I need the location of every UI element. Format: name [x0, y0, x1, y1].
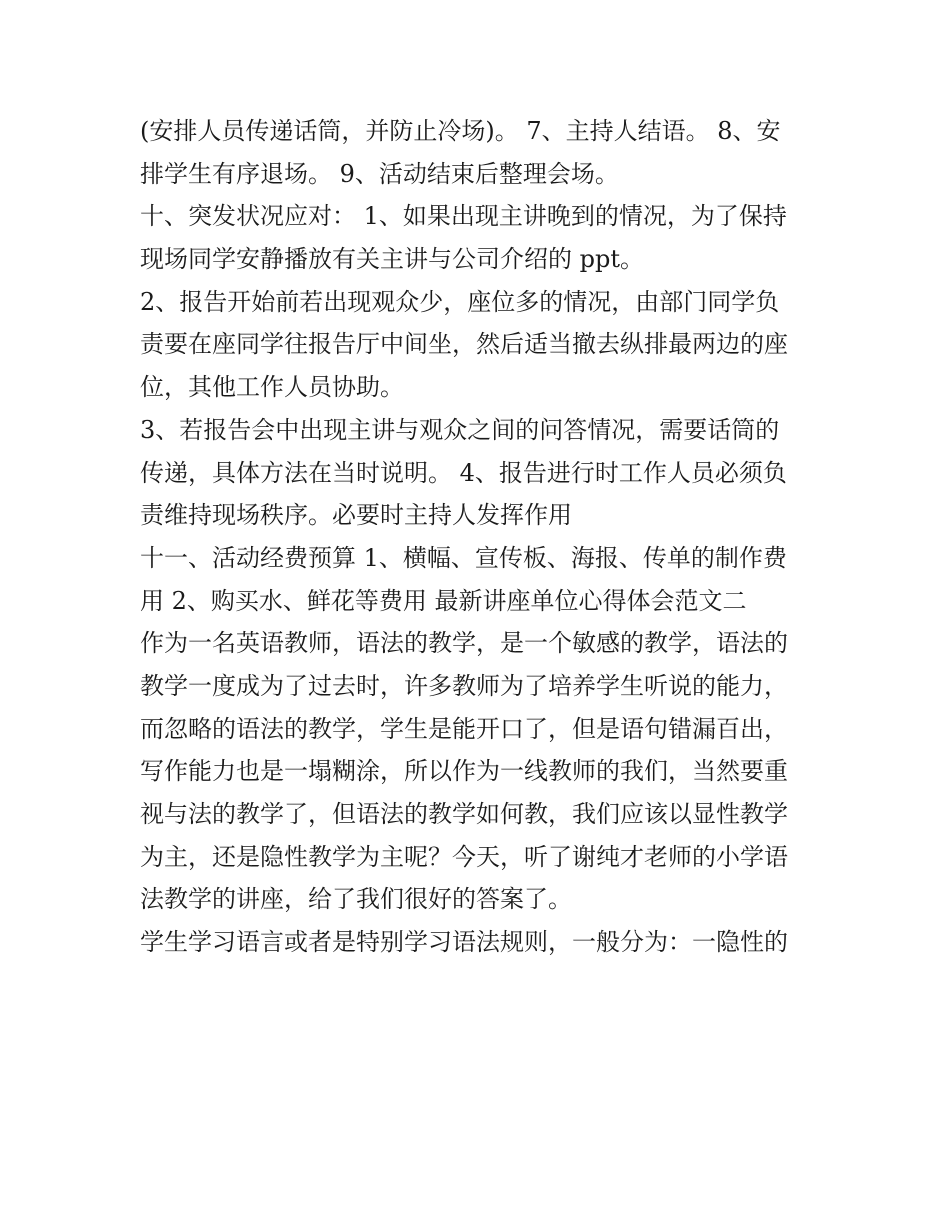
text-line: 排学生有序退场。 9、活动结束后整理会场。 [140, 159, 619, 188]
text-line: 写作能力也是一塌糊涂，所以作为一线教师的我们，当然要重 [140, 757, 788, 786]
text-line: 现场同学安静播放有关主讲与公司介绍的 ppt。 [140, 245, 644, 274]
text-line: (安排人员传递话筒，并防止冷场)。 7、主持人结语。 8、安 [140, 117, 781, 145]
document-body [140, 110, 830, 964]
text-line: 而忽略的语法的教学，学生是能开口了，但是语句错漏百出， [140, 714, 788, 743]
text-line: 十一、活动经费预算 1、横幅、宣传板、海报、传单的制作费 [140, 543, 787, 572]
text-line: 为主，还是隐性教学为主呢？今天，听了谢纯才老师的小学语 [140, 842, 788, 871]
text-line: 传递，具体方法在当时说明。 4、报告进行时工作人员必须负 [140, 458, 787, 487]
text-line: 视与法的教学了，但语法的教学如何教，我们应该以显性教学 [140, 800, 788, 828]
text-line: 学生学习语言或者是特别学习语法规则，一般分为：一隐性的 [140, 928, 788, 957]
text-line: 责维持现场秩序。必要时主持人发挥作用 [140, 501, 572, 530]
text-line: 十、突发状况应对： 1、如果出现主讲晚到的情况，为了保持 [140, 202, 787, 231]
text-line: 2、报告开始前若出现观众少，座位多的情况，由部门同学负 [140, 287, 780, 316]
text-line: 位，其他工作人员协助。 [140, 373, 404, 402]
text-line: 作为一名英语教师，语法的教学，是一个敏感的教学，语法的 [140, 629, 788, 658]
text-line: 用 2、购买水、鲜花等费用 最新讲座单位心得体会范文二 [140, 586, 747, 615]
text-line: 教学一度成为了过去时，许多教师为了培养学生听说的能力， [140, 671, 788, 700]
text-line: 法教学的讲座，给了我们很好的答案了。 [140, 885, 572, 914]
text-line: 责要在座同学往报告厅中间坐，然后适当撤去纵排最两边的座 [140, 330, 788, 359]
text-line: 3、若报告会中出现主讲与观众之间的问答情况，需要话筒的 [140, 415, 780, 444]
